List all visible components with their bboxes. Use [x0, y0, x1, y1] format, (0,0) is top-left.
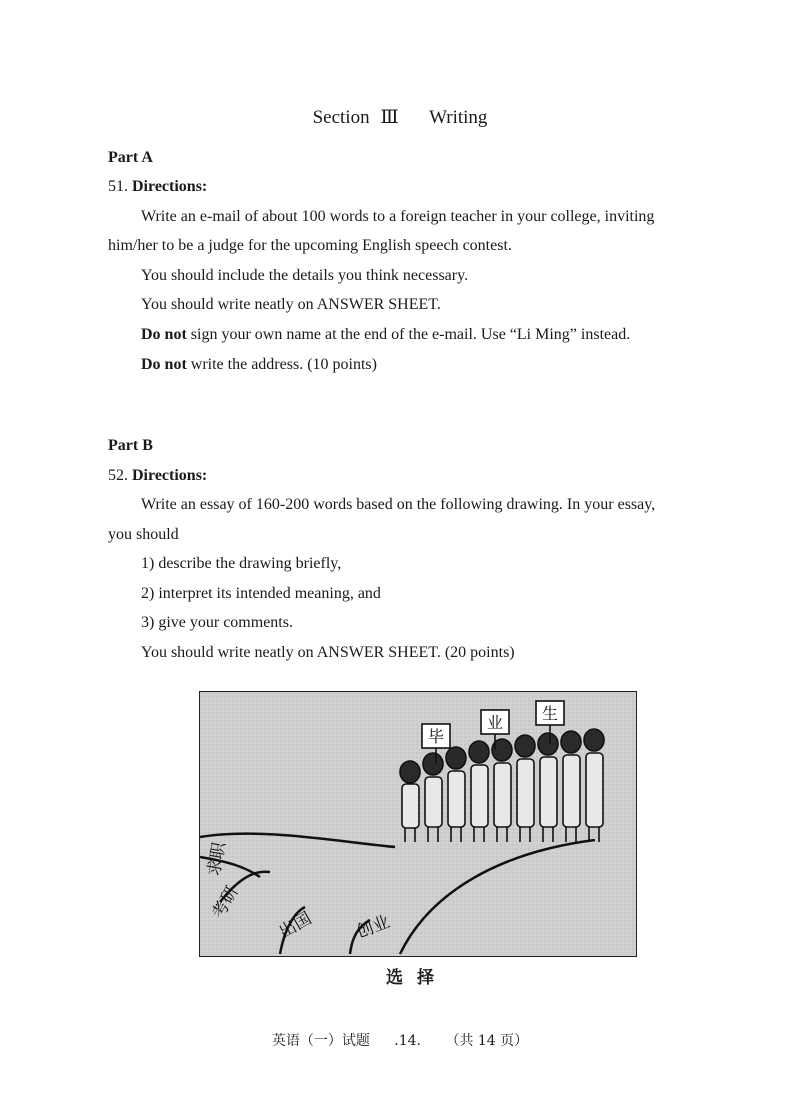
- do-not-bold-2: Do not: [141, 356, 187, 373]
- part-a-para-line2: him/her to be a judge for the upcoming English speech contest.: [108, 237, 512, 254]
- part-a-neatly-line: You should write neatly on ANSWER SHEET.: [141, 296, 441, 313]
- do-not-bold-1: Do not: [141, 326, 187, 343]
- section-numeral: Ⅲ: [380, 107, 399, 128]
- part-a-para-line1: Write an e-mail of about 100 words to a foreign teacher in your college, inviting: [141, 208, 655, 225]
- section-name: Writing: [429, 107, 488, 128]
- footer-subject: 英语（一）试题: [271, 1033, 370, 1049]
- path-label-abroad: 出国: [275, 908, 316, 943]
- part-a-directions-label: Directions:: [132, 178, 208, 195]
- part-a-details-line: You should include the details you think necessary.: [141, 267, 469, 284]
- part-a-directions: [108, 178, 207, 196]
- sign-text-3: 生: [541, 704, 559, 723]
- section-label: Section: [312, 107, 370, 128]
- part-b-neatly-line: You should write neatly on ANSWER SHEET. (20 points): [141, 644, 515, 661]
- part-b-item2: 2) interpret its intended meaning, and: [141, 585, 381, 602]
- part-a-do-not-sign: [141, 326, 630, 344]
- do-not-rest-2: write the address. (10 points): [186, 356, 377, 373]
- part-a-number: 51.: [108, 178, 128, 195]
- sign-text-1: 毕: [427, 727, 445, 746]
- do-not-rest-1: sign your own name at the end of the e-mail. Use “Li Ming” instead.: [186, 326, 631, 343]
- part-b-directions-label: Directions:: [132, 467, 208, 484]
- sign-text-2: 业: [486, 713, 504, 732]
- part-a-do-not-address: [141, 356, 377, 374]
- path-label-job: 求职: [204, 840, 230, 878]
- path-label-startup: 创业: [353, 912, 393, 943]
- part-b-item1: 1) describe the drawing briefly,: [141, 555, 342, 572]
- cartoon-drawing: [199, 691, 637, 957]
- part-a-heading: Part A: [108, 149, 153, 166]
- drawing-caption: 选择: [386, 968, 448, 988]
- part-b-para-line2: you should: [108, 526, 179, 543]
- page-footer: [0, 1030, 800, 1050]
- part-b-para-line1: Write an essay of 160-200 words based on the following drawing. In your essay,: [141, 496, 656, 513]
- section-title: [0, 106, 800, 129]
- part-b-item3: 3) give your comments.: [141, 614, 293, 631]
- part-b-number: 52.: [108, 467, 128, 484]
- part-b-heading: Part B: [108, 437, 153, 454]
- path-label-grad-exam: 考研: [208, 882, 243, 923]
- part-b-directions: [108, 467, 207, 485]
- footer-page-number: .14.: [394, 1033, 421, 1049]
- footer-total-pages: （共 14 页）: [445, 1033, 529, 1049]
